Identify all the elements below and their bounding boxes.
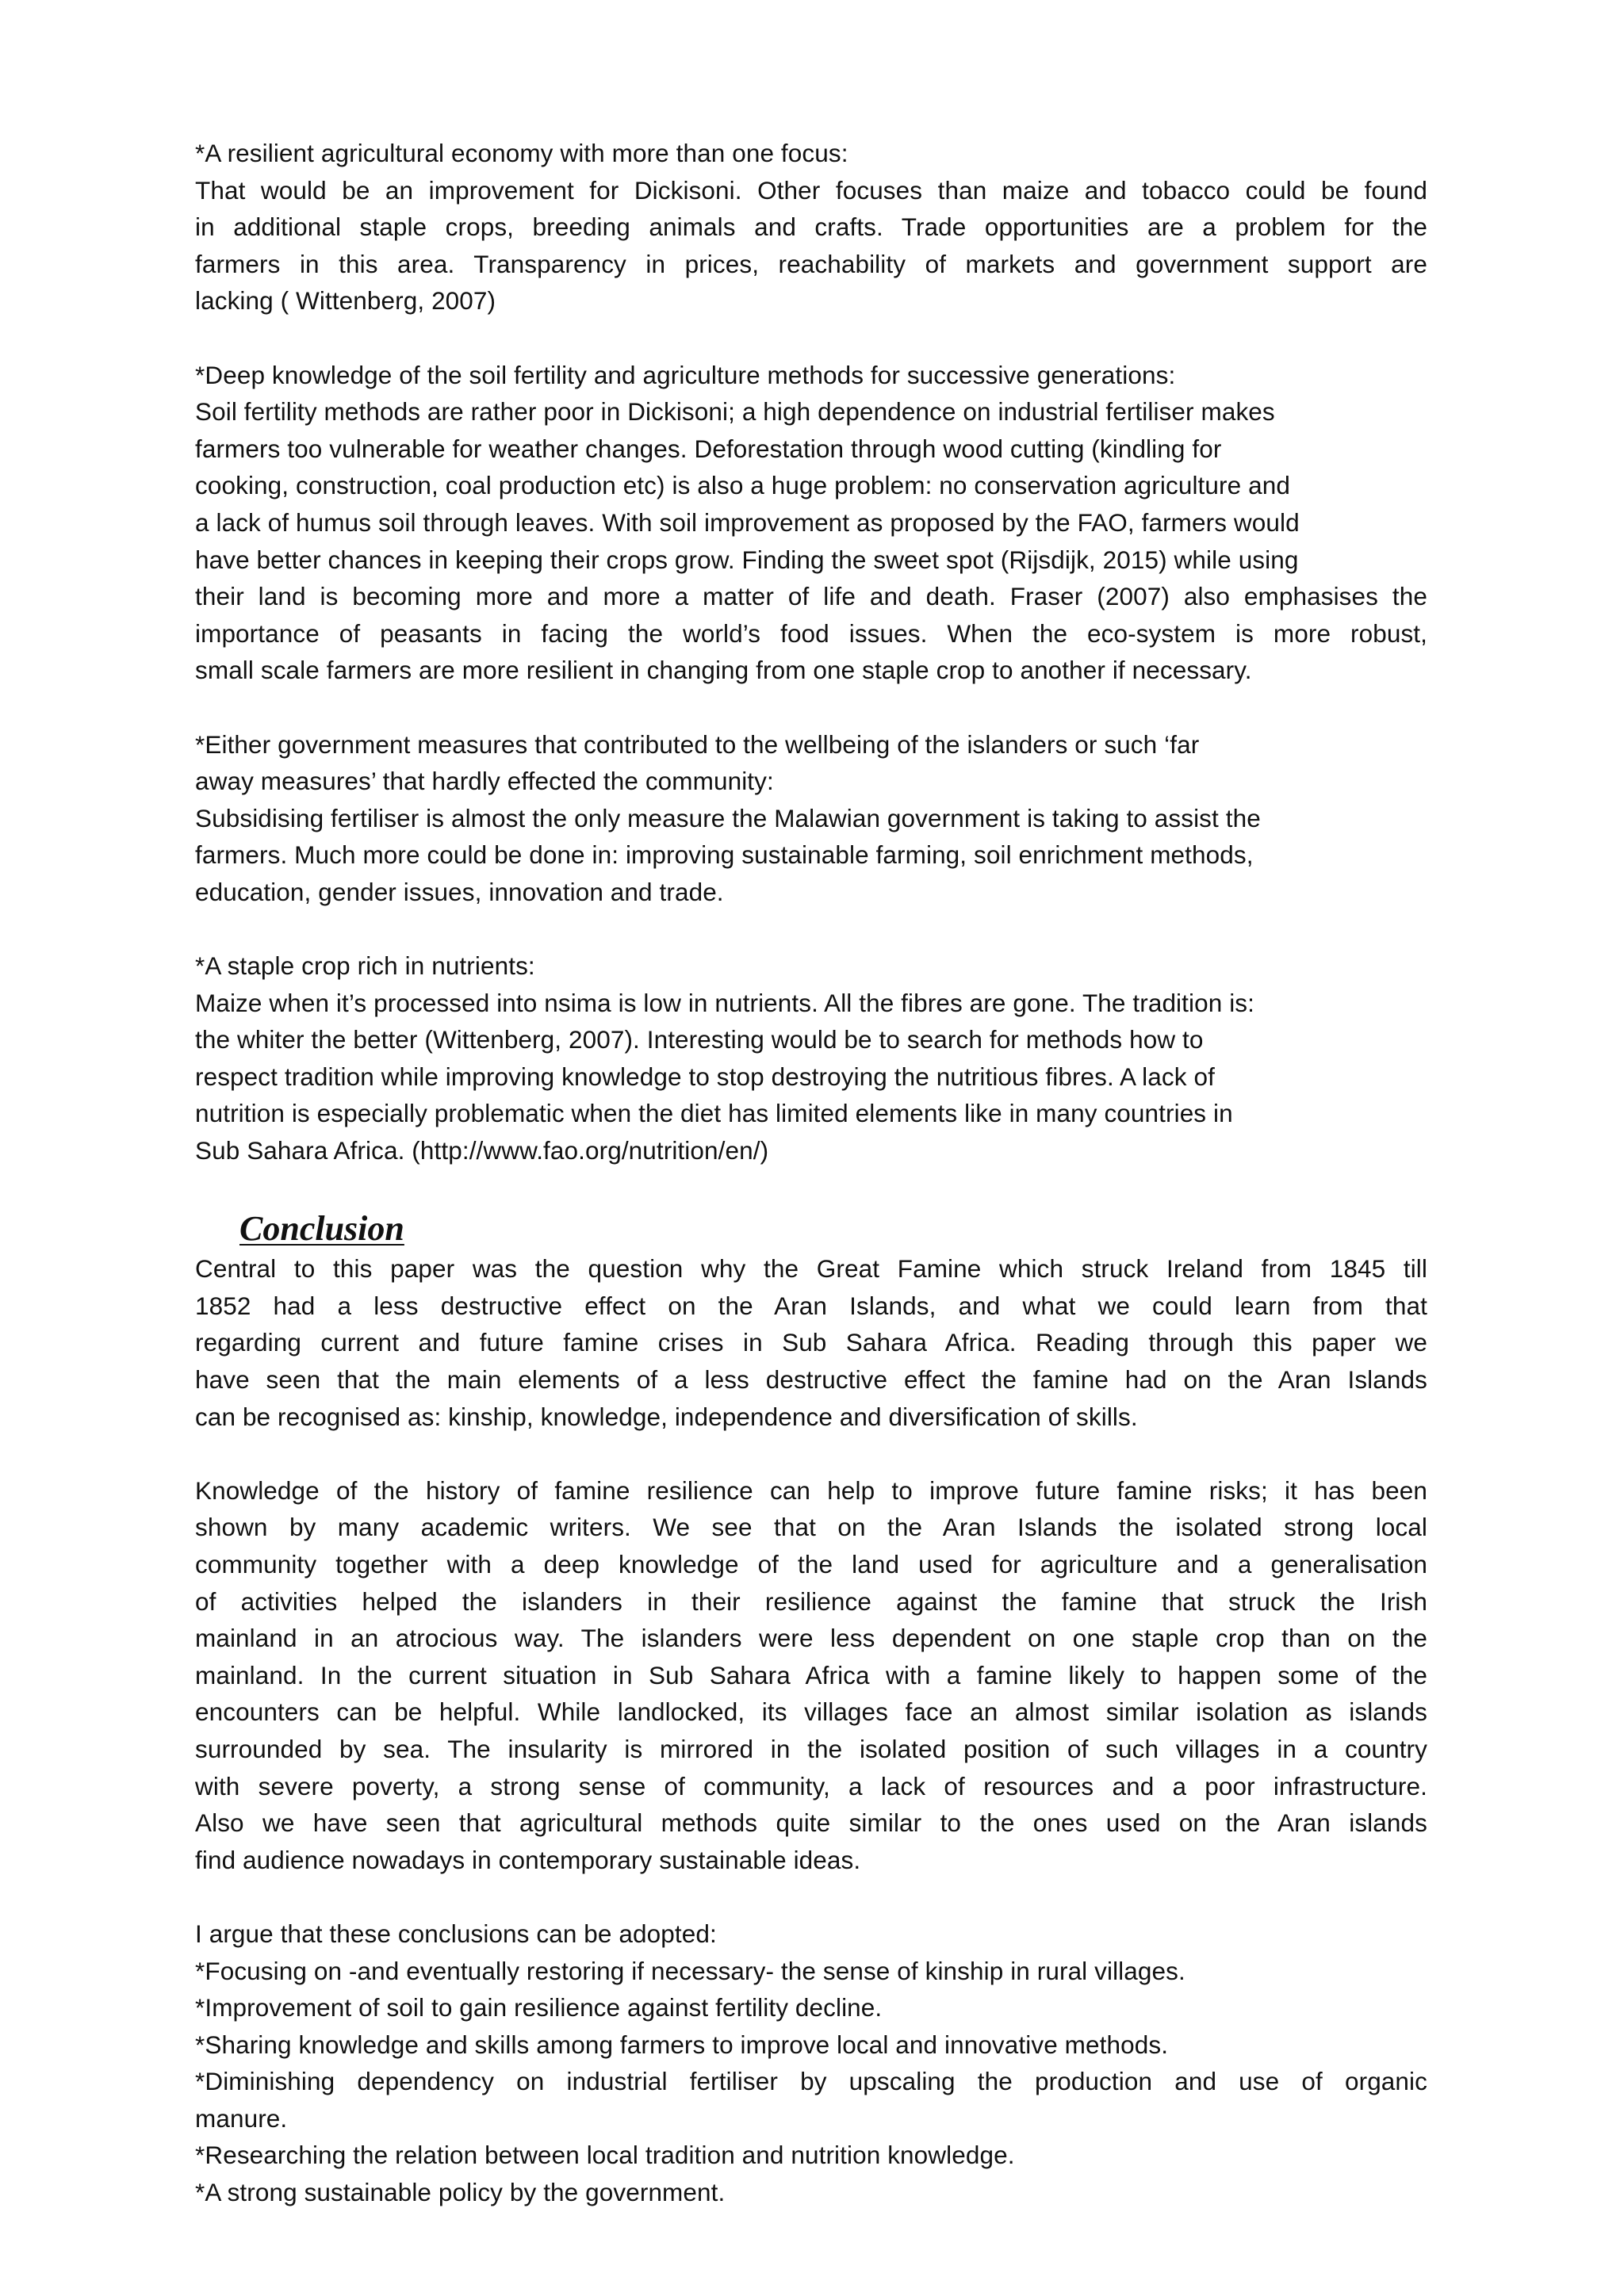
paragraph [195,1915,1427,2211]
text-line: *Deep knowledge of the soil fertility and agriculture methods for successive generations: [195,360,1176,389]
text-line: *Improvement of soil to gain resilience against fertility decline. [195,1993,883,2022]
text-line: I argue that these conclusions can be adopted: [195,1919,717,1948]
text-line: Soil fertility methods are rather poor in Dickisoni; a high dependence on industrial fertiliser makes [195,397,1275,427]
text-line: regarding current and future famine crises in Sub Sahara Africa. Reading through this paper we [195,1328,1427,1357]
text-line: small scale farmers are more resilient in changing from one staple crop to another if necessary. [195,656,1252,685]
text-line: mainland in an atrocious way. The islanders were less dependent on one staple crop than on the [195,1624,1427,1653]
text-line: cooking, construction, coal production etc) is also a huge problem: no conservation agriculture and [195,471,1290,500]
text-line: with severe poverty, a strong sense of community, a lack of resources and a poor infrastructure. [195,1771,1427,1800]
text-line: community together with a deep knowledge of the land used for agriculture and a generalisation [195,1549,1427,1578]
text-line: their land is becoming more and more a matter of life and death. Fraser (2007) also emphasises the [195,582,1427,611]
text-line: Subsidising fertiliser is almost the only measure the Malawian government is taking to assist the [195,803,1261,832]
conclusion-heading: Conclusion [239,1209,404,1249]
paragraph [195,947,1427,1169]
text-line: *Researching the relation between local tradition and nutrition knowledge. [195,2141,1015,2170]
paragraph [195,1250,1427,1435]
paragraph [195,726,1427,911]
paragraph [195,135,1427,320]
document-page [195,135,1427,2211]
text-line: have seen that the main elements of a less destructive effect the famine had on the Aran Islands [195,1365,1427,1394]
text-line: in additional staple crops, breeding animals and crafts. Trade opportunities are a problem for the [195,212,1427,242]
text-line: of activities helped the islanders in their resilience against the famine that struck the Irish [195,1586,1427,1616]
text-line: farmers too vulnerable for weather changes. Deforestation through wood cutting (kindling for [195,434,1222,463]
text-line: *A resilient agricultural economy with more than one focus: [195,139,848,167]
text-line: education, gender issues, innovation and trade. [195,877,724,906]
conclusion-body [195,1250,1427,2210]
text-line: importance of peasants in facing the world’s food issues. When the eco-system is more robust, [195,618,1427,648]
text-line: Also we have seen that agricultural methods quite similar to the ones used on the Aran islands [195,1808,1427,1838]
text-line: farmers in this area. Transparency in prices, reachability of markets and government support are [195,249,1427,278]
text-line: 1852 had a less destructive effect on the Aran Islands, and what we could learn from that [195,1291,1427,1320]
text-line: *Either government measures that contributed to the wellbeing of the islanders or such ‘far [195,729,1200,759]
text-line: *Diminishing dependency on industrial fertiliser by upscaling the production and use of organic [195,2067,1427,2096]
text-line: *Sharing knowledge and skills among farmers to improve local and innovative methods. [195,2030,1169,2059]
text-line: can be recognised as: kinship, knowledge, independence and diversification of skills. [195,1402,1138,1431]
text-line: away measures’ that hardly effected the community: [195,767,774,796]
text-line: manure. [195,2103,288,2133]
text-line: Knowledge of the history of famine resilience can help to improve future famine risks; it has been [195,1475,1427,1505]
text-line: *A staple crop rich in nutrients: [195,951,535,981]
text-line: Central to this paper was the question why the Great Famine which struck Ireland from 1845 till [195,1254,1427,1284]
text-line: farmers. Much more could be done in: improving sustainable farming, soil enrichment methods, [195,840,1254,870]
text-line: Sub Sahara Africa. (http://www.fao.org/nutrition/en/) [195,1136,769,1165]
text-line: the whiter the better (Wittenberg, 2007). Interesting would be to search for methods how to [195,1025,1204,1054]
text-line: *Focusing on -and eventually restoring if necessary- the sense of kinship in rural villages. [195,1956,1185,1985]
text-line: That would be an improvement for Dickisoni. Other focuses than maize and tobacco could be found [195,175,1427,205]
text-line: Maize when it’s processed into nsima is low in nutrients. All the fibres are gone. The tradition is: [195,988,1254,1017]
text-line: lacking ( Wittenberg, 2007) [195,286,496,316]
text-line: encounters can be helpful. While landlocked, its villages face an almost similar isolation as islands [195,1697,1427,1727]
text-line: find audience nowadays in contemporary sustainable ideas. [195,1845,861,1874]
text-line: *A strong sustainable policy by the government. [195,2178,726,2207]
text-line: mainland. In the current situation in Sub Sahara Africa with a famine likely to happen some of the [195,1660,1427,1689]
text-line: a lack of humus soil through leaves. With soil improvement as proposed by the FAO, farmers would [195,507,1300,537]
text-line: nutrition is especially problematic when the diet has limited elements like in many countries in [195,1099,1233,1128]
paragraph [195,1472,1427,1879]
text-line: surrounded by sea. The insularity is mirrored in the isolated position of such villages in a country [195,1734,1427,1763]
text-line: respect tradition while improving knowledge to stop destroying the nutritious fibres. A lack of [195,1062,1215,1091]
body-sections [195,135,1427,1169]
text-line: have better chances in keeping their crops grow. Finding the sweet spot (Rijsdijk, 2015) while using [195,545,1299,574]
text-line: shown by many academic writers. We see that on the Aran Islands the isolated strong local [195,1513,1427,1542]
paragraph [195,357,1427,689]
